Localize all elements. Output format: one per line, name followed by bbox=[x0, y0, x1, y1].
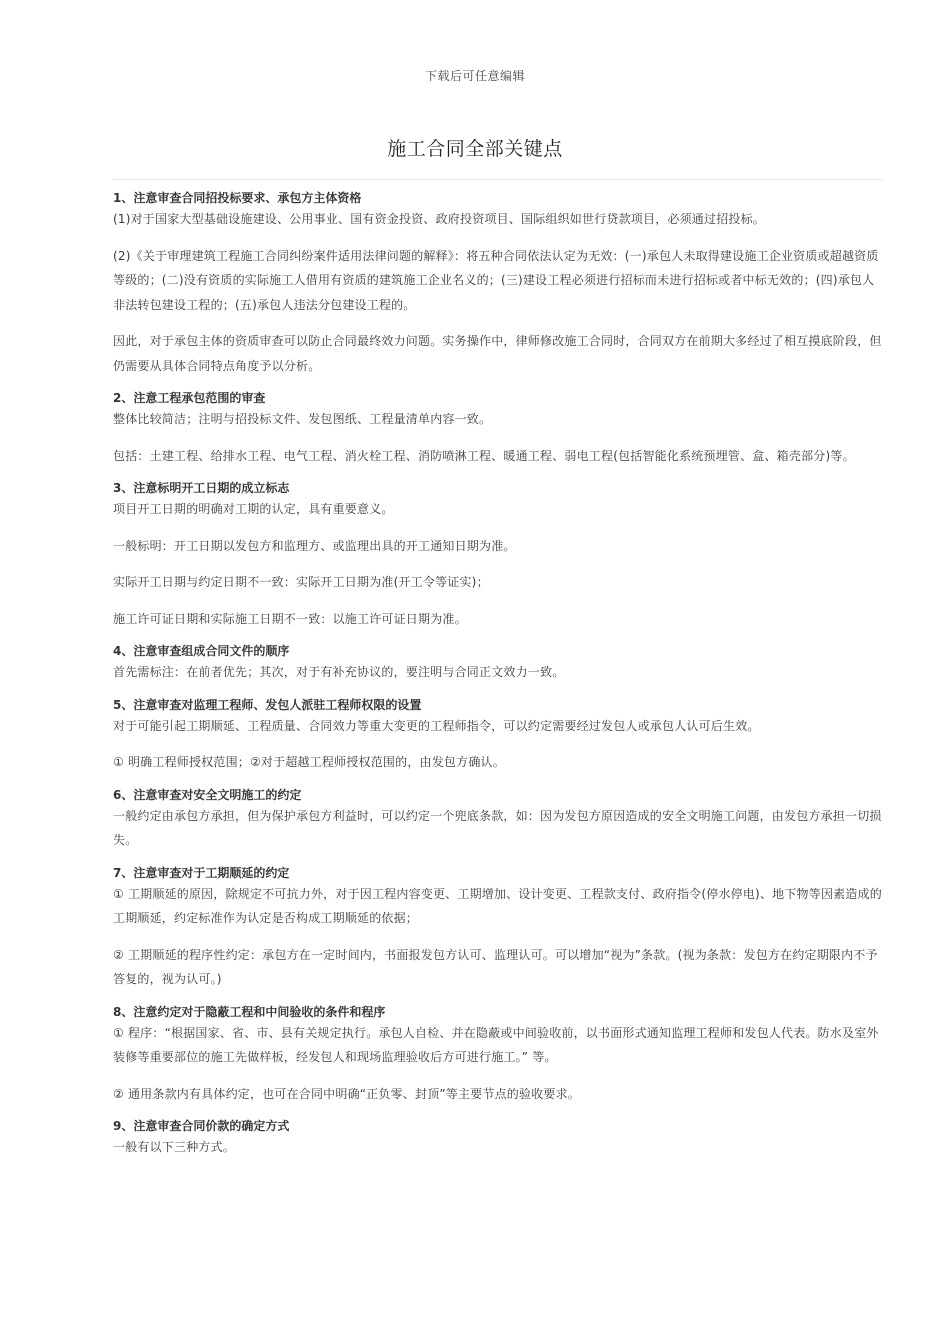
section-heading: 5、注意审查对监理工程师、发包人派驻工程师权限的设置 bbox=[113, 697, 422, 712]
section-heading: 6、注意审查对安全文明施工的约定 bbox=[113, 787, 302, 802]
section-paragraph: 一般标明：开工日期以发包方和监理方、或监理出具的开工通知日期为准。 bbox=[113, 538, 516, 553]
section-paragraph: 整体比较简洁；注明与招投标文件、发包图纸、工程量清单内容一致。 bbox=[113, 412, 492, 426]
section-3 bbox=[113, 479, 883, 631]
section-paragraph: 首先需标注：在前者优先；其次，对于有补充协议的，要注明与合同正文效力一致。 bbox=[113, 665, 565, 679]
section-heading: 2、注意工程承包范围的审查 bbox=[113, 391, 266, 405]
section-1 bbox=[113, 189, 883, 378]
document-title: 施工合同全部关键点 bbox=[387, 138, 563, 160]
section-paragraph: ① 工期顺延的原因，除规定不可抗力外，对于因工程内容变更、工期增加、设计变更、工程款支付、政府指令(停水停电)、地下物等因素造成的工期顺延，约定标准作为认定是否构成工期顺延的依据； bbox=[113, 886, 882, 925]
section-paragraph: (2)《关于审理建筑工程施工合同纠纷案件适用法律问题的解释》：将五种合同依法认定为无效：(一)承包人未取得建设施工企业资质或超越资质等级的；(二)没有资质的实际施工人借用有资质的建筑施工企业名义的；(三)建设工程必须进行招标而未进行招标或者中标无效的；(四)承包人非法转包建设工程的；(五)承包人违法分包建设工程的。 bbox=[113, 248, 879, 312]
title-divider bbox=[113, 179, 883, 180]
section-4 bbox=[113, 642, 883, 685]
section-paragraph: 项目开工日期的明确对工期的认定，具有重要意义。 bbox=[113, 502, 394, 516]
section-paragraph: 因此，对于承包主体的资质审查可以防止合同最终效力问题。实务操作中，律师修改施工合同时，合同双方在前期大多经过了相互摸底阶段，但仍需要从具体合同特点角度予以分析。 bbox=[113, 334, 882, 373]
section-paragraph: 包括：土建工程、给排水工程、电气工程、消火栓工程、消防喷淋工程、暖通工程、弱电工程(包括智能化系统预埋管、盒、箱壳部分)等。 bbox=[113, 448, 855, 463]
section-heading: 1、注意审查合同招投标要求、承包方主体资格 bbox=[113, 191, 362, 205]
section-6 bbox=[113, 786, 883, 853]
section-heading: 3、注意标明开工日期的成立标志 bbox=[113, 481, 290, 495]
section-heading: 4、注意审查组成合同文件的顺序 bbox=[113, 644, 290, 658]
document-body bbox=[113, 189, 883, 1171]
section-paragraph: 施工许可证日期和实际施工日期不一致：以施工许可证日期为准。 bbox=[113, 611, 467, 626]
section-paragraph: ① 明确工程师授权范围；②对于超越工程师授权范围的，由发包方确认。 bbox=[113, 755, 505, 769]
section-heading: 7、注意审查对于工期顺延的约定 bbox=[113, 865, 290, 880]
section-paragraph: 实际开工日期与约定日期不一致：实际开工日期为准(开工令等证实)； bbox=[113, 575, 489, 589]
section-paragraph: (1)对于国家大型基础设施建设、公用事业、国有资金投资、政府投资项目、国际组织如世行贷款项目，必须通过招投标。 bbox=[113, 212, 766, 226]
section-7 bbox=[113, 864, 883, 992]
section-heading: 8、注意约定对于隐蔽工程和中间验收的条件和程序 bbox=[113, 1004, 386, 1019]
section-paragraph: 一般约定由承包方承担，但为保护承包方利益时，可以约定一个兜底条款，如：因为发包方原因造成的安全文明施工问题，由发包方承担一切损失。 bbox=[113, 808, 882, 847]
section-paragraph: 对于可能引起工期顺延、工程质量、合同效力等重大变更的工程师指令，可以约定需要经过发包人或承包人认可后生效。 bbox=[113, 718, 760, 733]
section-paragraph: ② 通用条款内有具体约定，也可在合同中明确“正负零、封顶”等主要节点的验收要求。 bbox=[113, 1086, 581, 1101]
section-paragraph: ② 工期顺延的程序性约定：承包方在一定时间内，书面报发包方认可、监理认可。可以增加“视为”条款。(视为条款：发包方在约定期限内不予答复的，视为认可。) bbox=[113, 947, 878, 986]
section-paragraph: 一般有以下三种方式。 bbox=[113, 1140, 236, 1154]
header-note: 下载后可任意编辑 bbox=[424, 69, 525, 83]
section-9 bbox=[113, 1117, 883, 1160]
section-paragraph: ① 程序：“根据国家、省、市、县有关规定执行。承包人自检、并在隐蔽或中间验收前，以书面形式通知监理工程师和发包人代表。防水及室外装修等重要部位的施工先做样板，经发包人和现场监理验收后方可进行施工。” 等。 bbox=[113, 1025, 879, 1064]
section-2 bbox=[113, 389, 883, 468]
section-8 bbox=[113, 1003, 883, 1107]
section-5 bbox=[113, 696, 883, 775]
section-heading: 9、注意审查合同价款的确定方式 bbox=[113, 1119, 290, 1133]
